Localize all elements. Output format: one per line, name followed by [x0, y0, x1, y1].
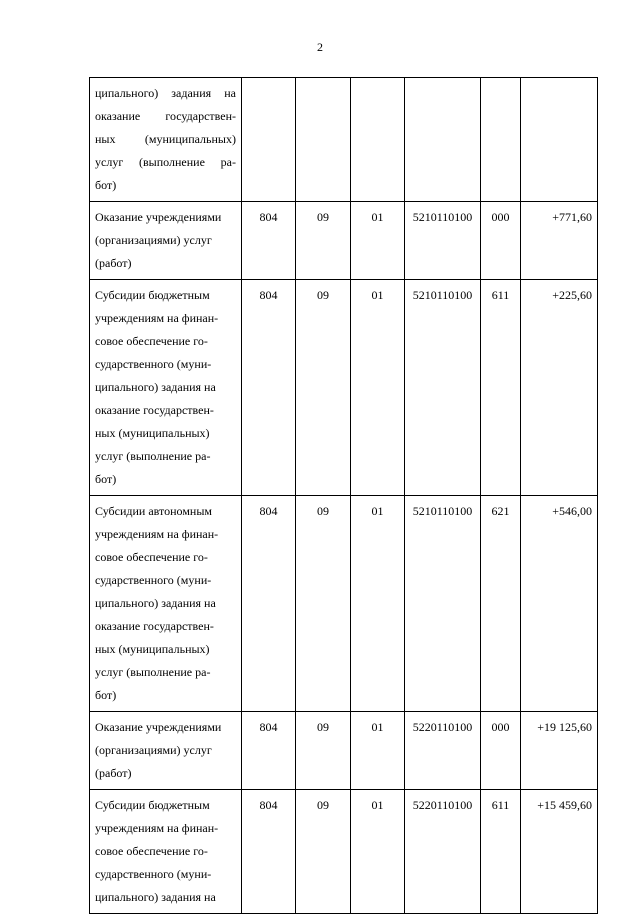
description-line: сударственного (муни- [95, 357, 212, 371]
row-description [90, 78, 242, 202]
description-line: Субсидии бюджетным [95, 288, 210, 302]
description-line: бот) [95, 178, 117, 192]
row-description [90, 790, 242, 914]
description-line: ципального) задания на [95, 596, 216, 610]
description-line: ципального) задания на [95, 86, 236, 100]
table-row [90, 78, 598, 202]
table-row [90, 280, 598, 496]
section-code: 09 [296, 202, 351, 280]
description-line: услуг (выполнение ра- [95, 665, 211, 679]
description-line: Оказание учреждениями [95, 720, 222, 734]
description-line: совое обеспечение го- [95, 844, 208, 858]
amount: +546,00 [521, 496, 598, 712]
amount [521, 78, 598, 202]
amount: +19 125,60 [521, 712, 598, 790]
description-line: (организациями) услуг [95, 743, 212, 757]
amount: +225,60 [521, 280, 598, 496]
amount: +771,60 [521, 202, 598, 280]
target-article-code: 5220110100 [405, 712, 481, 790]
description-line: услуг (выполнение ра- [95, 449, 211, 463]
description-line: Субсидии автономным [95, 504, 212, 518]
expense-type-code: 000 [481, 202, 521, 280]
target-article-code [405, 78, 481, 202]
target-article-code: 5210110100 [405, 496, 481, 712]
section-code: 09 [296, 790, 351, 914]
description-line: (работ) [95, 256, 132, 270]
row-description [90, 202, 242, 280]
target-article-code: 5220110100 [405, 790, 481, 914]
expense-type-code: 611 [481, 790, 521, 914]
expense-type-code: 000 [481, 712, 521, 790]
description-line: (работ) [95, 766, 132, 780]
description-line: ных (муниципальных) [95, 426, 210, 440]
dept-code: 804 [242, 790, 296, 914]
dept-code: 804 [242, 712, 296, 790]
description-line: Субсидии бюджетным [95, 798, 210, 812]
description-line: учреждениям на финан- [95, 527, 219, 541]
description-line: (организациями) услуг [95, 233, 212, 247]
subsection-code: 01 [351, 202, 405, 280]
table-row [90, 496, 598, 712]
description-line: оказание государствен- [95, 109, 236, 123]
description-line: сударственного (муни- [95, 573, 212, 587]
section-code: 09 [296, 712, 351, 790]
description-line: совое обеспечение го- [95, 334, 208, 348]
table-row [90, 790, 598, 914]
row-description [90, 280, 242, 496]
description-line: оказание государствен- [95, 403, 214, 417]
section-code: 09 [296, 280, 351, 496]
description-line: ципального) задания на [95, 890, 216, 904]
target-article-code: 5210110100 [405, 202, 481, 280]
subsection-code [351, 78, 405, 202]
description-line: бот) [95, 688, 117, 702]
page-number: 2 [317, 40, 323, 54]
description-line: ных (муниципальных) [95, 132, 236, 146]
table-row [90, 712, 598, 790]
table-row [90, 202, 598, 280]
description-line: ципального) задания на [95, 380, 216, 394]
section-code [296, 78, 351, 202]
subsection-code: 01 [351, 790, 405, 914]
target-article-code: 5210110100 [405, 280, 481, 496]
description-line: Оказание учреждениями [95, 210, 222, 224]
subsection-code: 01 [351, 280, 405, 496]
subsection-code: 01 [351, 496, 405, 712]
description-line: оказание государствен- [95, 619, 214, 633]
dept-code: 804 [242, 202, 296, 280]
description-line: учреждениям на финан- [95, 311, 219, 325]
expense-type-code: 621 [481, 496, 521, 712]
expense-type-code [481, 78, 521, 202]
section-code: 09 [296, 496, 351, 712]
description-line: учреждениям на финан- [95, 821, 219, 835]
description-line: ных (муниципальных) [95, 642, 210, 656]
amount: +15 459,60 [521, 790, 598, 914]
expense-type-code: 611 [481, 280, 521, 496]
dept-code [242, 78, 296, 202]
description-line: совое обеспечение го- [95, 550, 208, 564]
row-description [90, 496, 242, 712]
description-line: сударственного (муни- [95, 867, 212, 881]
description-line: услуг (выполнение ра- [95, 155, 236, 169]
dept-code: 804 [242, 496, 296, 712]
subsection-code: 01 [351, 712, 405, 790]
dept-code: 804 [242, 280, 296, 496]
row-description [90, 712, 242, 790]
description-line: бот) [95, 472, 117, 486]
budget-table [89, 77, 598, 914]
